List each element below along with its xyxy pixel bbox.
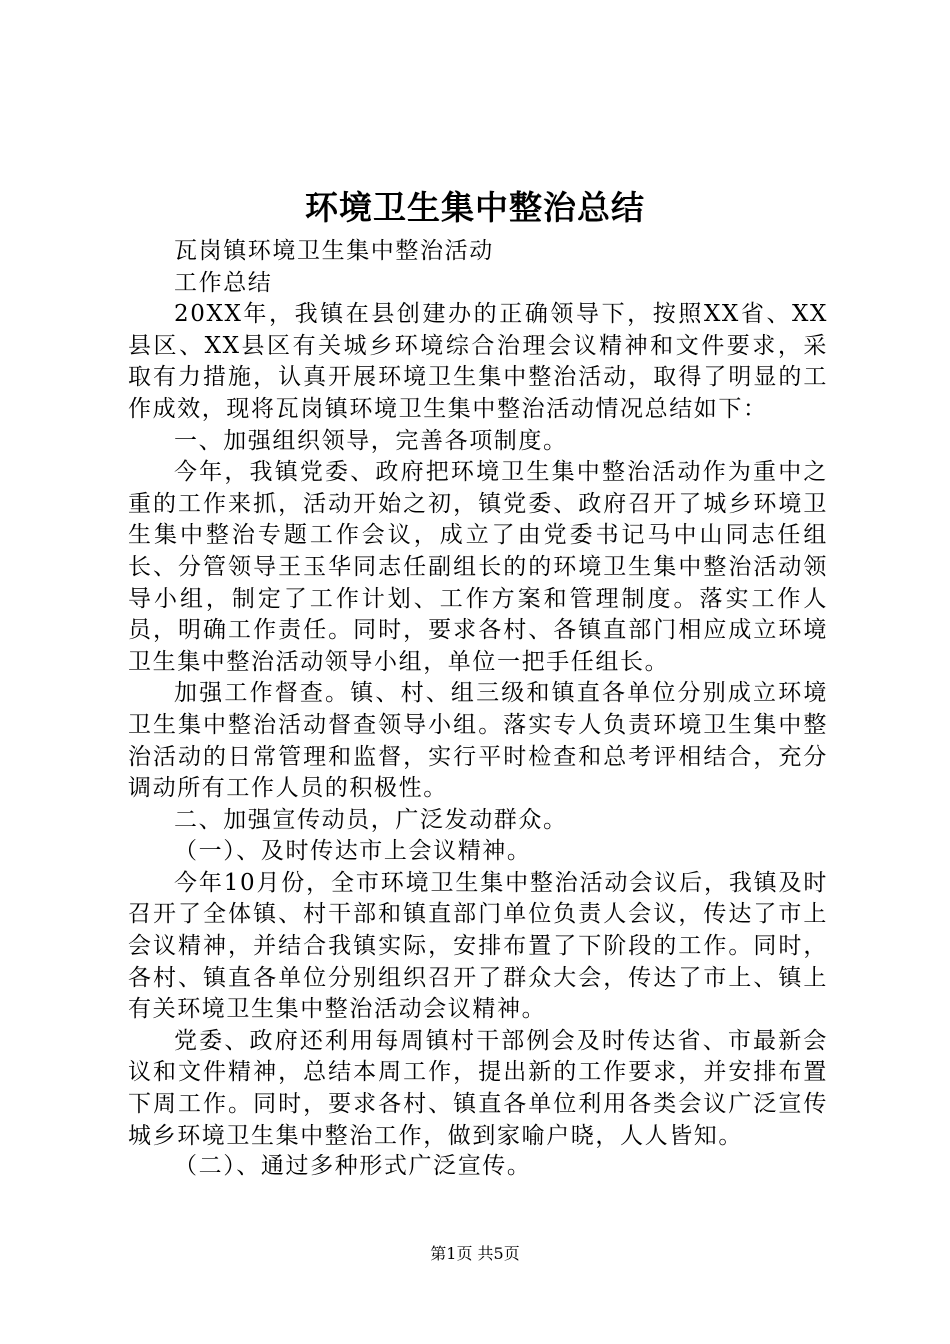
- body-paragraph: 加强工作督查。镇、村、组三级和镇直各单位分别成立环境卫生集中整治活动督查领导小组。落实专人负责环境卫生集中整治活动的日常管理和监督，实行平时检查和总考评相结合，充分调动所有工作人员的积极性。: [128, 680, 828, 802]
- subsection-heading-2: （二）、通过多种形式广泛宣传。: [174, 1153, 532, 1179]
- page-number: 第1页 共5页: [430, 1244, 520, 1263]
- subsection-heading-1: （一）、及时传达市上会议精神。: [174, 838, 532, 865]
- body-paragraph: 今年10月份，全市环境卫生集中整治活动会议后，我镇及时召开了全体镇、村干部和镇直部门单位负责人会议，传达了市上会议精神，并结合我镇实际，安排布置了下阶段的工作。同时，各村、镇直各单位分别组织召开了群众大会，传达了市上、镇上有关环境卫生集中整治活动会议精神。: [128, 869, 828, 1023]
- section-heading-1: 一、加强组织领导，完善各项制度。: [174, 427, 568, 454]
- document-title: 环境卫生集中整治总结: [305, 188, 645, 227]
- section-heading-2: 二、加强宣传动员，广泛发动群众。: [174, 806, 568, 833]
- intro-paragraph: 20XX年，我镇在县创建办的正确领导下，按照XX省、XX县区、XX县区有关城乡环境综合治理会议精神和文件要求，采取有力措施，认真开展环境卫生集中整治活动，取得了明显的工作成效，现将瓦岗镇环境卫生集中整治活动情况总结如下：: [128, 301, 828, 422]
- document-body: [128, 236, 828, 1152]
- subtitle-line-2: 工作总结: [174, 269, 273, 296]
- body-paragraph: 今年，我镇党委、政府把环境卫生集中整治活动作为重中之重的工作来抓，活动开始之初，镇党委、政府召开了城乡环境卫生集中整治专题工作会议，成立了由党委书记马中山同志任组长、分管领导王玉华同志任副组长的的环境卫生集中整治活动领导小组，制定了工作计划、工作方案和管理制度。落实工作人员，明确工作责任。同时，要求各村、各镇直部门相应成立环境卫生集中整治活动领导小组，单位一把手任组长。: [128, 459, 828, 675]
- subtitle-line-1: 瓦岗镇环境卫生集中整治活动: [174, 238, 494, 264]
- body-paragraph: 党委、政府还利用每周镇村干部例会及时传达省、市最新会议和文件精神，总结本周工作，提出新的工作要求，并安排布置下周工作。同时，要求各村、镇直各单位利用各类会议广泛宣传城乡环境卫生集中整治工作，做到家喻户晓，人人皆知。: [128, 1027, 828, 1149]
